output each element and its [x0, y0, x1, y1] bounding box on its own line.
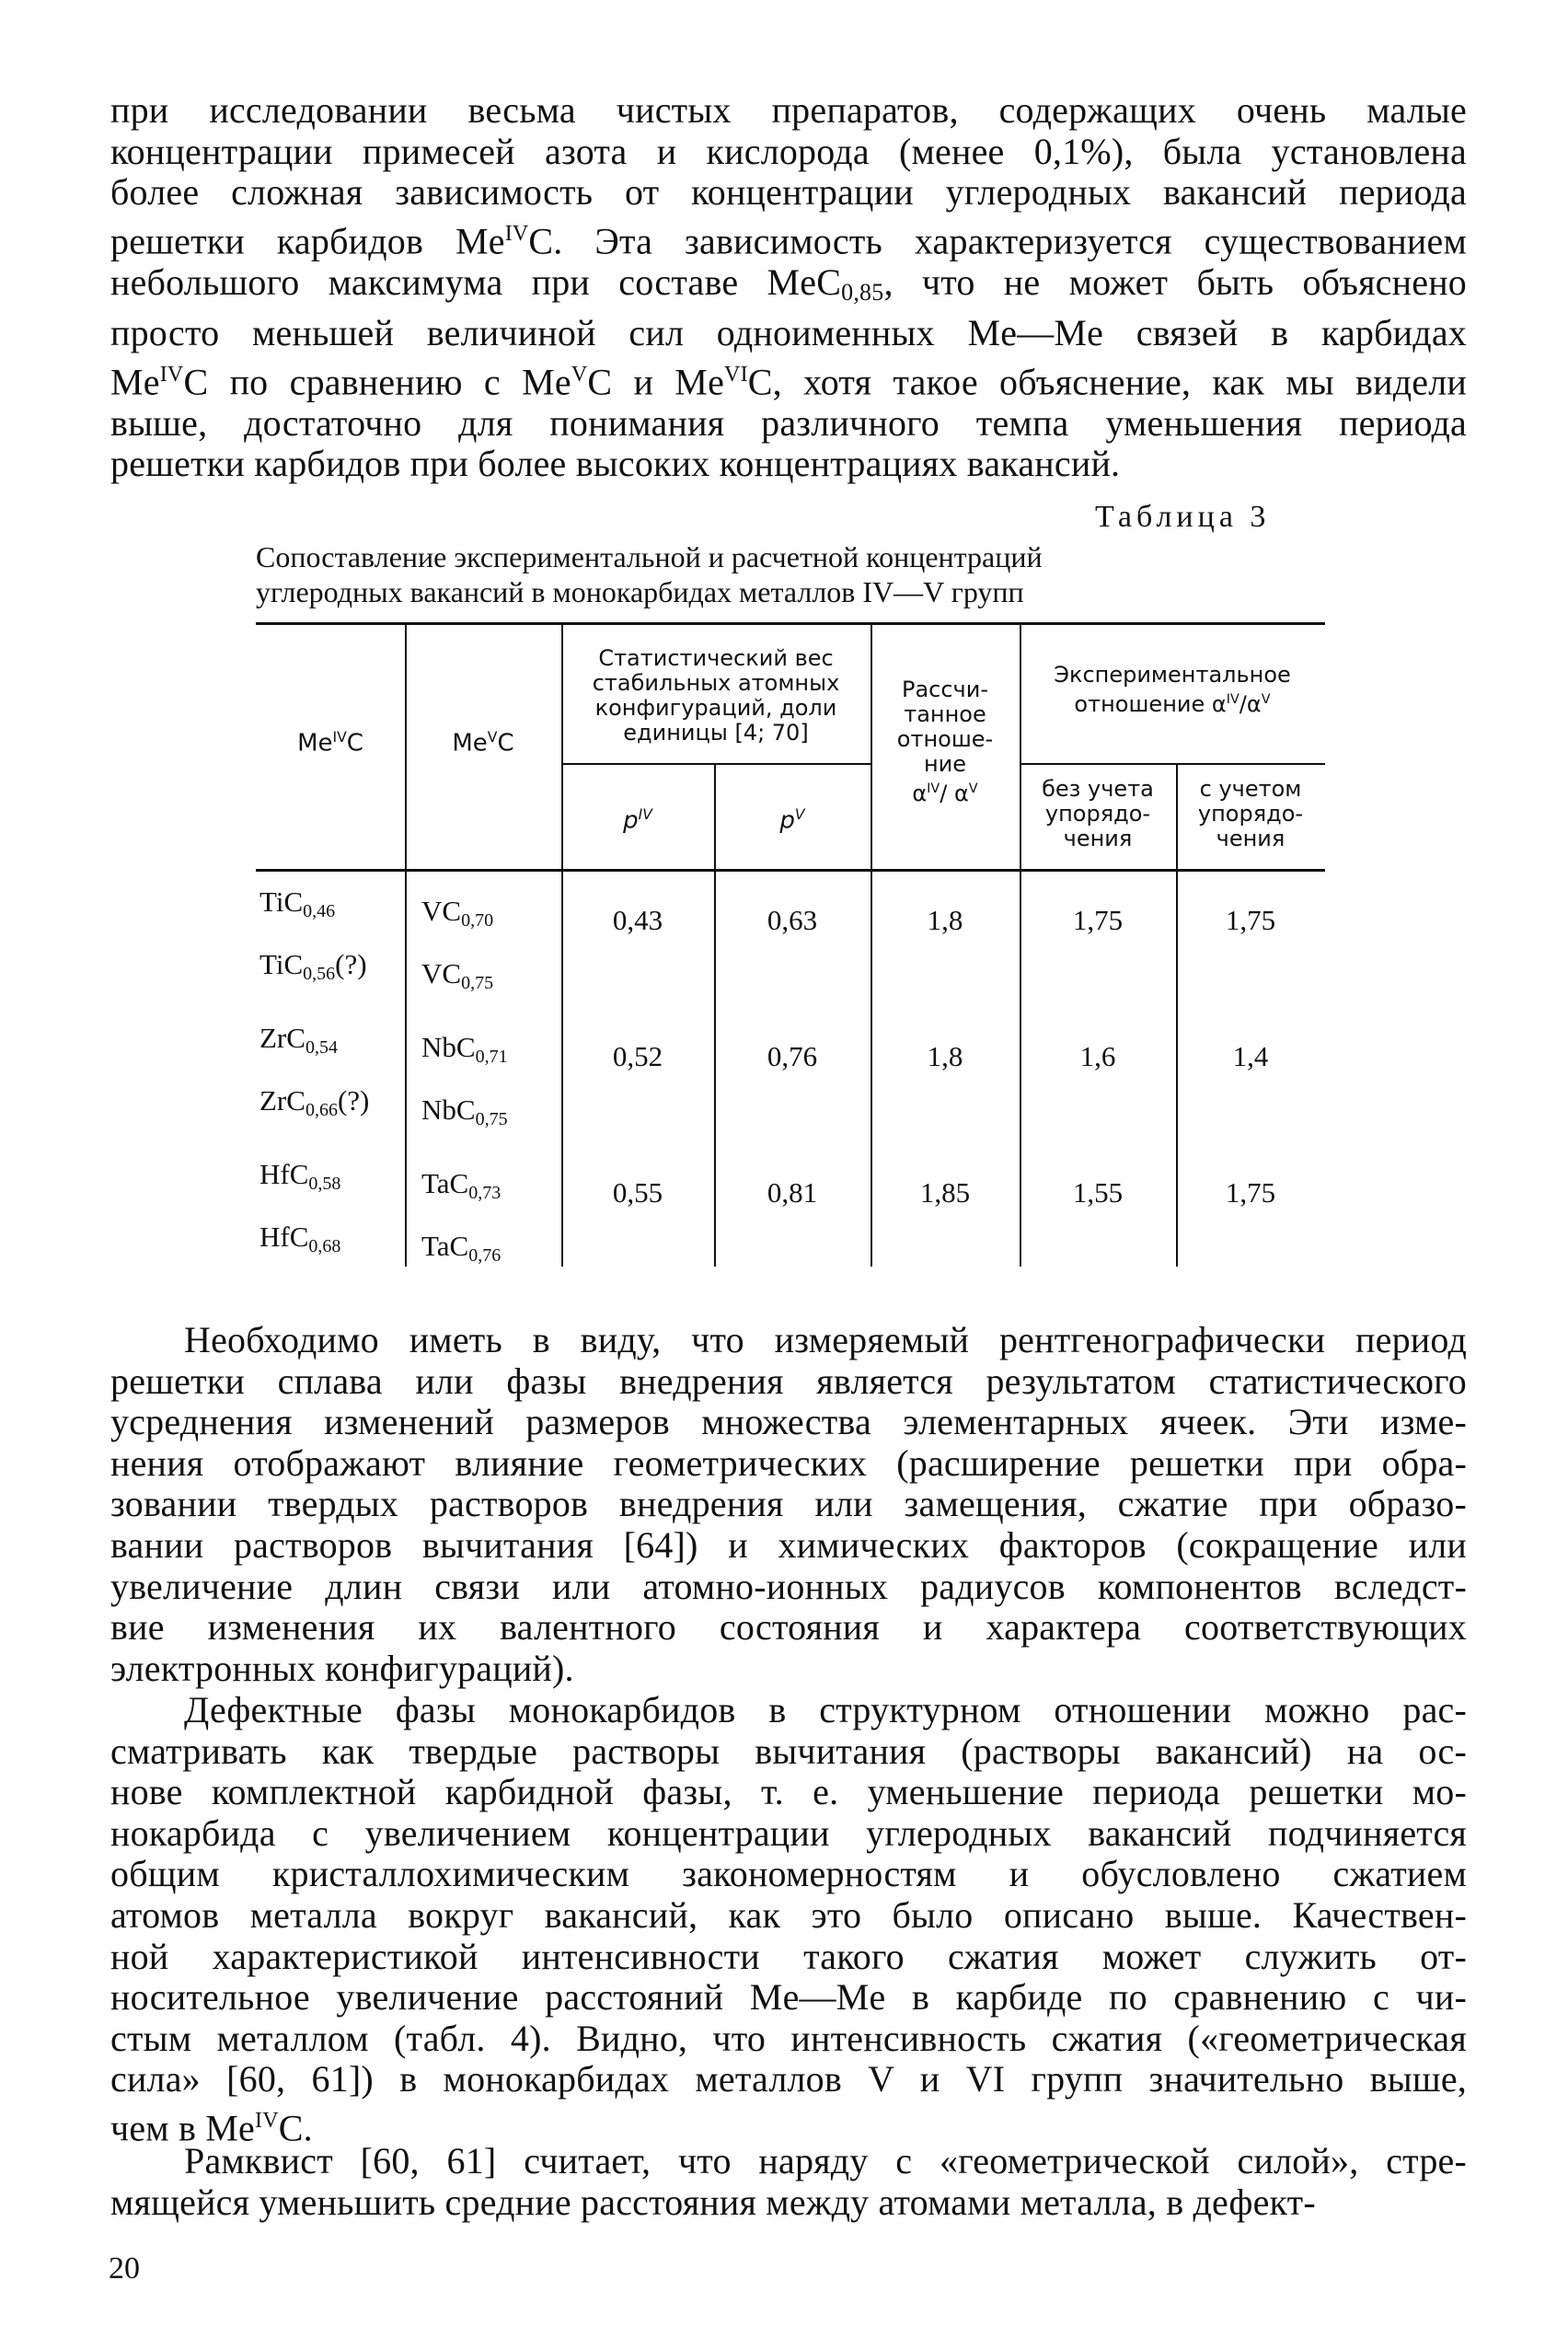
text-line: стым металлом (табл. 4). Видно, что интенсивность сжатия («геометрическая [110, 2017, 1467, 2059]
formula-me5: NbC$_{0,71}$ [421, 1031, 508, 1067]
text-line: Дефектные фазы монокарбидов в структурном отношении можно рас- [184, 1689, 1467, 1730]
header-line: Рассчи- [901, 677, 988, 702]
formula-me4: TiC$_{0,46}$ [259, 885, 336, 921]
header-calc [870, 677, 1020, 806]
text-line: сматривать как твердые растворы вычитания (растворы вакансий) на ос- [110, 1730, 1467, 1772]
header-line: с учетом [1199, 776, 1302, 802]
text-line: увеличение длин связи или атомно-ионных радиусов компонентов вследст- [110, 1565, 1467, 1607]
paragraph-4 [110, 2141, 1467, 2223]
text-line: выше, достаточно для понимания различного темпа уменьшения периода [110, 401, 1467, 444]
formula-me5: NbC$_{0,75}$ [421, 1094, 508, 1129]
cell-p4: 0,55 [612, 1176, 663, 1209]
table-caption-line: Сопоставление экспериментальной и расчетной концентраций [256, 540, 1043, 573]
cell-p4: 0,43 [612, 904, 663, 936]
cell-calc: 1,8 [927, 904, 963, 936]
paragraph-3 [110, 1690, 1467, 2149]
formula-me5: $VC_{0,70}$ [421, 895, 494, 931]
text-line: $Me^{IV}C$ по сравнению с $Me^VC$ и $Me^{VI}C$, хотя такое объяснение, как мы видели [110, 361, 1467, 403]
formula-me4: HfC$_{0,58}$ [259, 1158, 341, 1194]
formula-me4: ZrC$_{0,66}$(?) [259, 1084, 370, 1120]
header-line: Экспериментальное [1054, 662, 1291, 688]
cell-exp-without: 1,55 [1072, 1176, 1124, 1209]
text-line: зовании твердых растворов внедрения или замещения, сжатие при образо- [110, 1483, 1467, 1525]
text-line: Необходимо иметь в виду, что измеряемый рентгенографически период [184, 1319, 1467, 1360]
text-line: концентрации примесей азота и кислорода (менее 0,1%), была установлена [110, 130, 1467, 172]
header-calc-formula: $\alpha^{IV}/$ $\alpha^V$ [912, 781, 978, 806]
header-me5: $Me^VC$ [452, 729, 514, 758]
text-line: ной характеристикой интенсивности такого сжатия может служить от- [110, 1935, 1467, 1977]
text-line: нения отображают влияние геометрических (расширение решетки при обра- [110, 1441, 1467, 1484]
header-line: танное [904, 701, 986, 727]
header-line: конфигураций, доли [594, 695, 837, 721]
text-line: Рамквист [60, 61] считает, что наряду с «геометрической силой», стре- [184, 2140, 1467, 2181]
formula-me4: TiC$_{0,56}$(?) [259, 948, 367, 984]
table-number-label: Таблица 3 [1095, 500, 1271, 534]
header-line: отноше- [896, 726, 994, 752]
col-divider [405, 622, 407, 1267]
header-exp-with [1176, 777, 1325, 851]
text-line: усреднения изменений размеров множества элементарных ячеек. Эти изме- [110, 1401, 1467, 1443]
header-line: единицы [4; 70] [623, 720, 809, 746]
text-line: решетки сплава или фазы внедрения является результатом статистического [110, 1360, 1467, 1402]
text-line: вании растворов вычитания [64]) и химических факторов (сокращение или [110, 1523, 1467, 1566]
text-line: при исследовании весьма чистых препаратов, содержащих очень малые [110, 89, 1467, 131]
cell-exp-without: 1,75 [1072, 904, 1124, 936]
formula-me4: ZrC$_{0,54}$ [259, 1022, 338, 1058]
text-line: нокарбида с увеличением концентрации углеродных вакансий подчиняется [110, 1811, 1467, 1854]
header-me4: $Me^{IV}C$ [297, 729, 363, 758]
cell-p5: 0,63 [767, 904, 818, 936]
header-p4: $p^{IV}$ [623, 806, 652, 835]
text-line: нове комплектной карбидной фазы, т. е. уменьшение периода решетки мо- [110, 1771, 1467, 1813]
text-line: вие изменения их валентного состояния и характера соответствующих [110, 1606, 1467, 1649]
text-line: электронных конфигураций). [110, 1647, 574, 1689]
formula-me5: TaC$_{0,76}$ [421, 1230, 502, 1266]
table-caption-line: углеродных вакансий в монокарбидах металлов IV—V групп [256, 575, 1024, 608]
cell-p5: 0,81 [767, 1176, 818, 1209]
cell-exp-with: 1,75 [1225, 904, 1276, 936]
text-line: общим кристаллохимическим закономерностям и обусловлено сжатием [110, 1853, 1467, 1895]
cell-calc: 1,8 [927, 1040, 963, 1072]
header-line: стабильных атомных [592, 670, 840, 696]
text-line: решетки карбидов при более высоких концентрациях вакансий. [110, 443, 1121, 485]
text-line: более сложная зависимость от концентрации углеродных вакансий периода [110, 171, 1467, 214]
col-divider [1020, 622, 1021, 1267]
text-line: носительное увеличение расстояний Me—Me в карбиде по сравнению с чи- [110, 1976, 1467, 2019]
paragraph-2 [110, 1320, 1467, 1689]
header-line: без учета [1042, 776, 1154, 802]
header-stat-group [561, 646, 870, 746]
header-line: упорядо- [1044, 801, 1151, 827]
cell-exp-with: 1,75 [1225, 1176, 1276, 1209]
page-number: 20 [109, 2251, 140, 2285]
exp-group-rule [1020, 763, 1325, 765]
header-line: упорядо- [1197, 801, 1304, 827]
header-bottom-rule [256, 869, 1325, 872]
text-line: мящейся уменьшить средние расстояния между атомами металла, в дефект- [110, 2181, 1316, 2223]
header-line: ние [923, 751, 967, 777]
header-p5: $p^V$ [779, 806, 805, 835]
cell-calc: 1,85 [919, 1176, 971, 1209]
text-line: решетки карбидов $Me^{IV}C$. Эта зависимость характеризуется существованием [110, 220, 1467, 262]
stat-group-rule [561, 763, 870, 765]
formula-me4: HfC$_{0,68}$ [259, 1221, 341, 1256]
formula-me5: $VC_{0,75}$ [421, 957, 494, 993]
header-exp-group [1020, 663, 1325, 717]
text-line: атомов металла вокруг вакансий, как это было описано выше. Качествен- [110, 1893, 1467, 1936]
table-top-rule [256, 622, 1325, 625]
text-line: сила» [60, 61]) в монокарбидах металлов V и VI групп значительно выше, [110, 2058, 1467, 2100]
text-line: просто меньшей величиной сил одноименных Me—Me связей в карбидах [110, 312, 1467, 354]
cell-p4: 0,52 [612, 1040, 663, 1072]
header-exp-without [1020, 777, 1176, 851]
cell-exp-without: 1,6 [1079, 1040, 1116, 1072]
table-caption [256, 539, 1176, 609]
text-line: чем в $Me^{IV}C$. [110, 2107, 313, 2149]
header-line: Статистический вес [598, 645, 834, 671]
data-table [256, 622, 1325, 1267]
cell-p5: 0,76 [767, 1040, 818, 1072]
text-line: небольшого максимума при составе MeC$_{0,85}$, что не может быть объяснено [110, 260, 1467, 306]
header-line: чения [1063, 826, 1133, 851]
formula-me5: TaC$_{0,73}$ [421, 1167, 502, 1203]
paragraph-1 [110, 90, 1467, 485]
cell-exp-with: 1,4 [1232, 1040, 1269, 1072]
header-exp-formula: отношение $\alpha^{IV}/\alpha^V$ [1074, 691, 1271, 717]
header-line: чения [1216, 826, 1286, 851]
